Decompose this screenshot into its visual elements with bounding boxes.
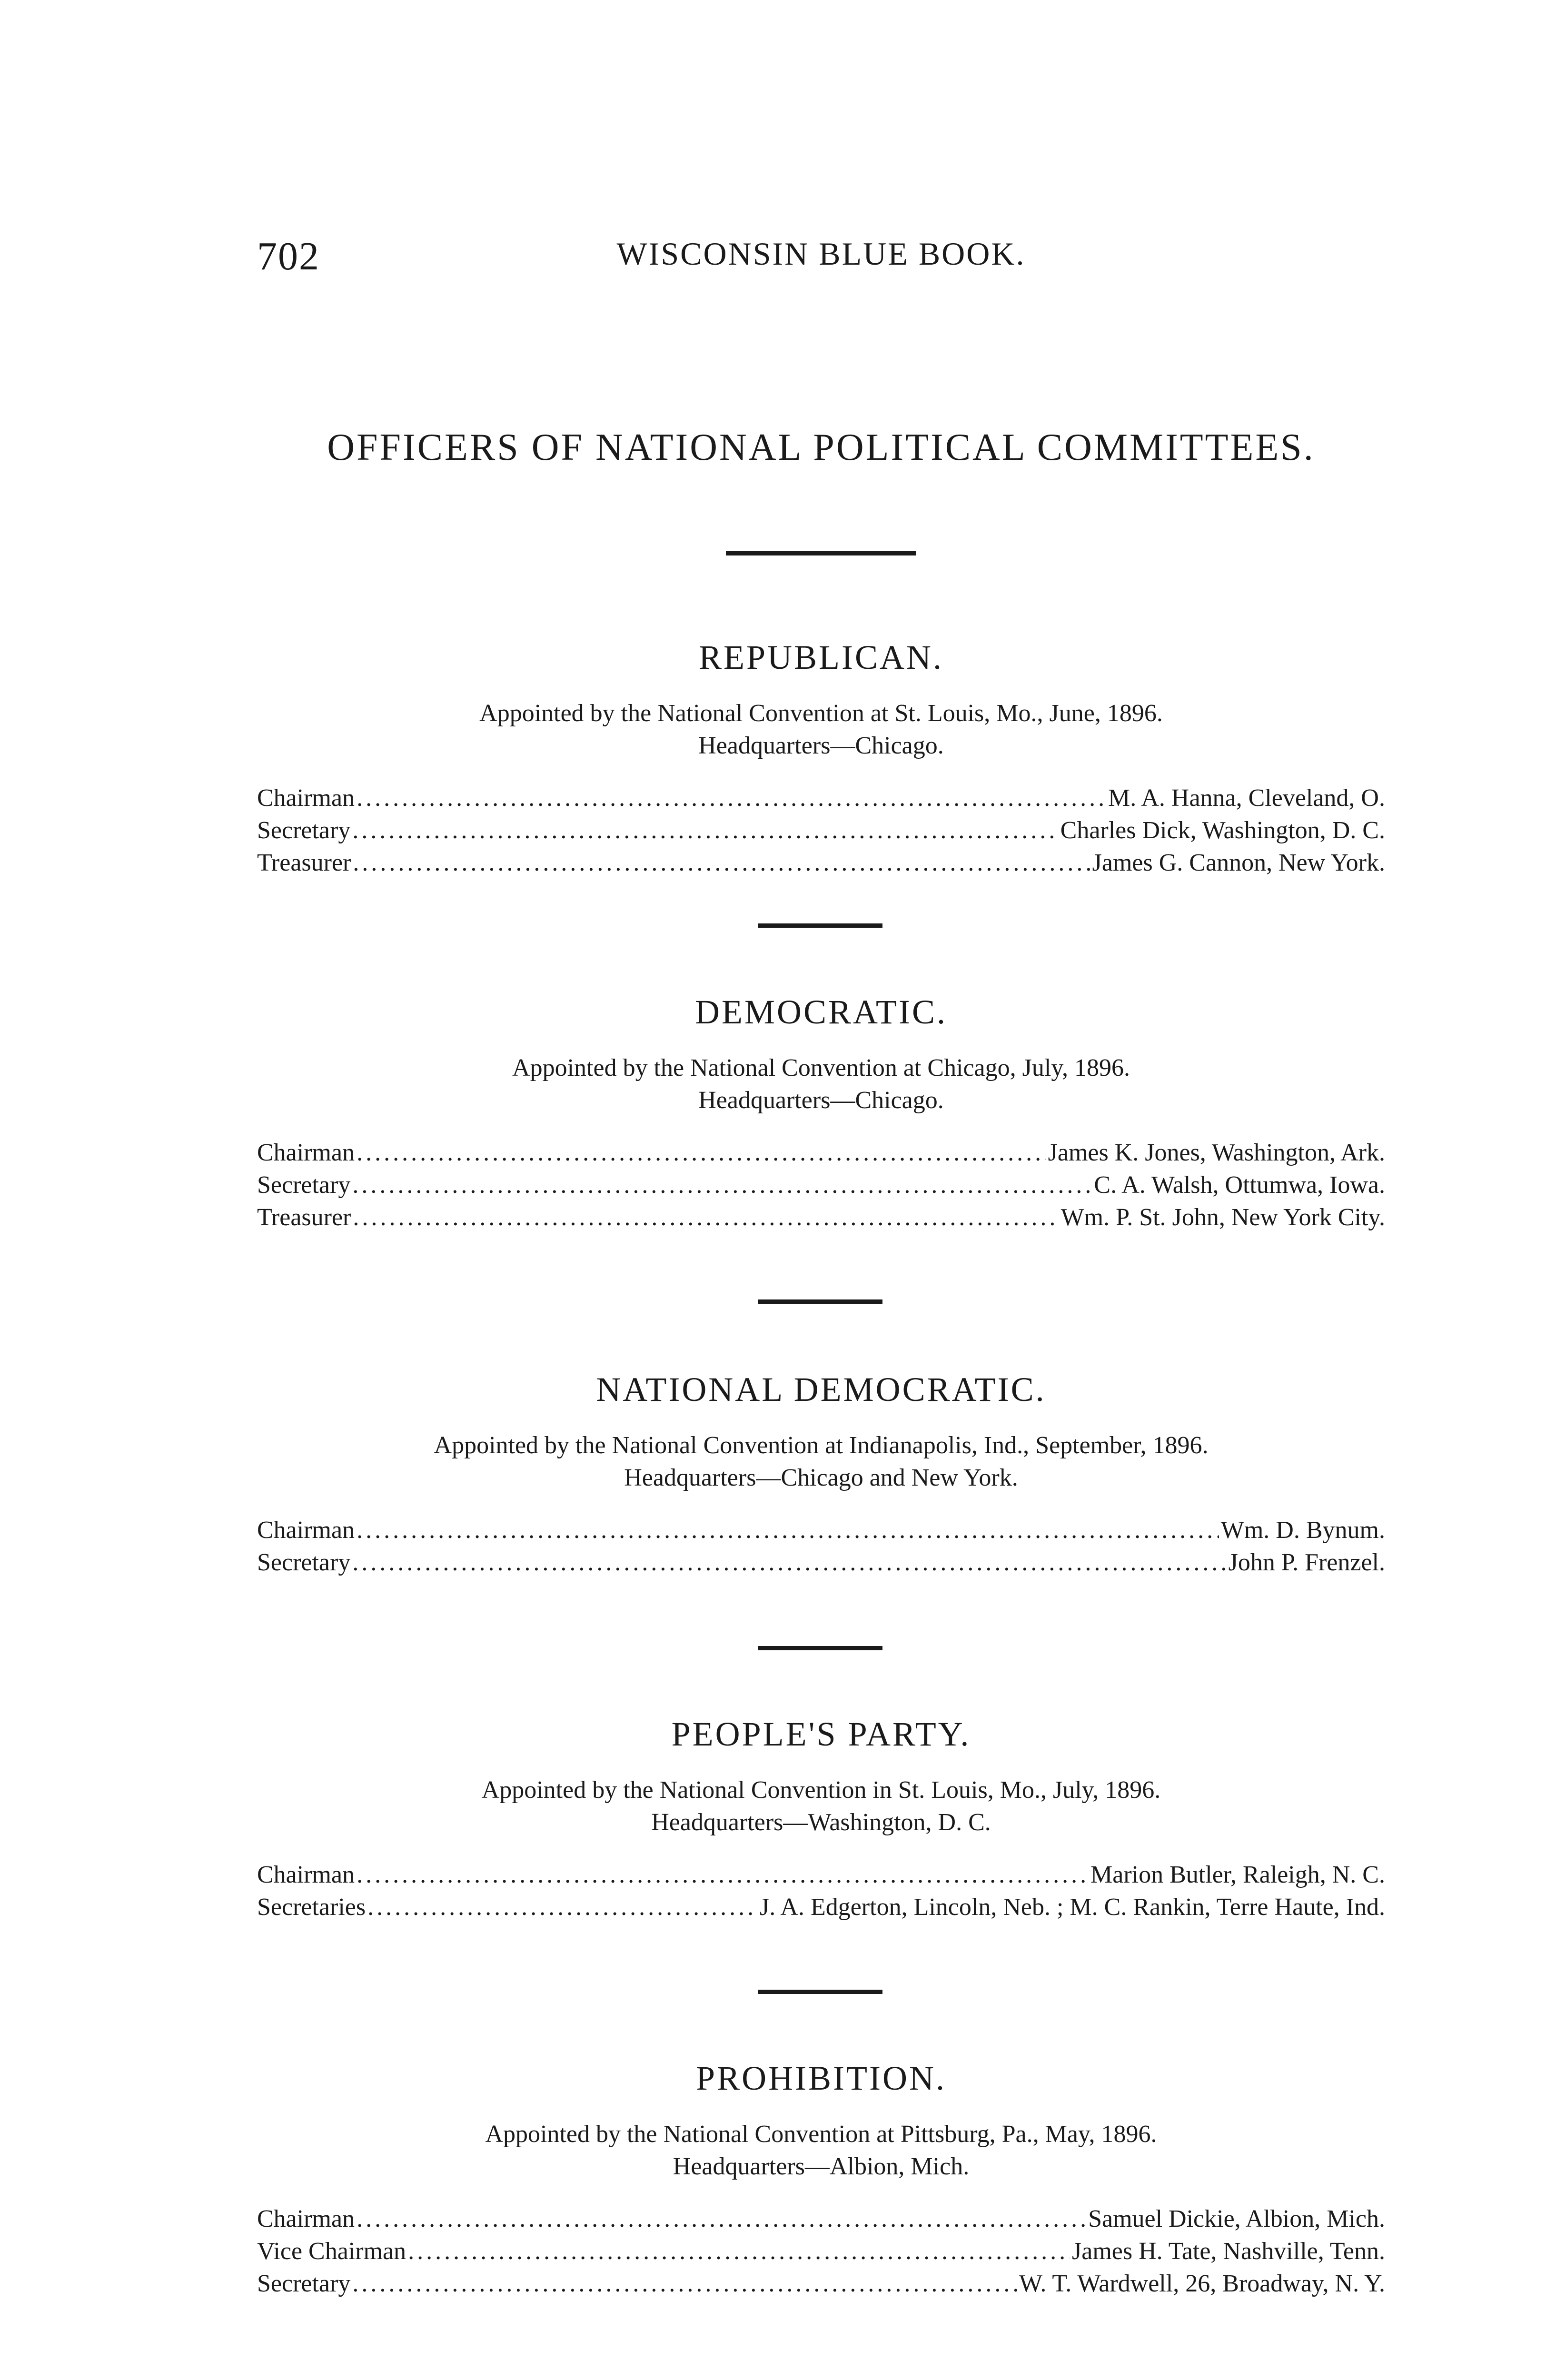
officer-name: W. T. Wardwell, 26, Broadway, N. Y.	[1019, 2270, 1385, 2297]
officer-name: Samuel Dickie, Albion, Mich.	[1088, 2205, 1385, 2232]
officer-name: James G. Cannon, New York.	[1092, 849, 1385, 876]
officer-list	[257, 2203, 1385, 2300]
officer-row	[257, 2268, 1385, 2300]
officer-row	[257, 1514, 1385, 1547]
officer-row	[257, 847, 1385, 879]
appointment-note: Appointed by the National Convention in St. Louis, Mo., July, 1896.	[481, 1776, 1161, 1804]
national-democratic-section	[257, 1370, 1385, 1579]
section-heading: NATIONAL DEMOCRATIC.	[596, 1370, 1046, 1408]
divider-rule	[758, 923, 882, 928]
headquarters-note: Headquarters—Albion, Mich.	[673, 2153, 970, 2180]
divider-rule	[758, 1299, 882, 1304]
officer-title: Chairman	[257, 1861, 355, 1888]
dot-leader	[352, 1547, 1226, 1579]
officer-name: Wm. D. Bynum.	[1220, 1517, 1385, 1544]
dot-leader	[367, 1891, 758, 1924]
officer-title: Vice Chairman	[257, 2238, 406, 2265]
appointment-note: Appointed by the National Convention at Chicago, July, 1896.	[512, 1054, 1130, 1081]
officer-title: Secretary	[257, 2270, 351, 2297]
page-number: 702	[257, 234, 320, 278]
running-title: WISCONSIN BLUE BOOK.	[616, 236, 1026, 272]
officer-row	[257, 782, 1385, 814]
dot-leader	[353, 847, 1090, 879]
officer-title: Treasurer	[257, 849, 351, 876]
officer-row	[257, 1201, 1385, 1234]
divider-rule	[726, 551, 916, 555]
officer-row	[257, 1137, 1385, 1169]
section-heading: DEMOCRATIC.	[694, 993, 948, 1031]
peoples-party-section	[257, 1715, 1385, 1924]
section-heading: REPUBLICAN.	[698, 638, 944, 676]
officer-list	[257, 1859, 1385, 1924]
officer-title: Chairman	[257, 784, 355, 812]
officer-name: Charles Dick, Washington, D. C.	[1060, 817, 1385, 844]
officer-name: M. A. Hanna, Cleveland, O.	[1108, 784, 1385, 812]
officer-list	[257, 1137, 1385, 1234]
section-heading: PROHIBITION.	[696, 2059, 946, 2097]
republican-section	[257, 638, 1385, 879]
officer-name: J. A. Edgerton, Lincoln, Neb. ; M. C. Rankin, Terre Haute, Ind.	[760, 1894, 1385, 1921]
officer-row	[257, 1859, 1385, 1891]
headquarters-note: Headquarters—Chicago and New York.	[624, 1464, 1018, 1491]
officer-row	[257, 1891, 1385, 1924]
dot-leader	[357, 2203, 1086, 2235]
page-title: OFFICERS OF NATIONAL POLITICAL COMMITTEES.	[327, 426, 1315, 468]
appointment-note: Appointed by the National Convention at St. Louis, Mo., June, 1896.	[479, 700, 1163, 727]
headquarters-note: Headquarters—Chicago.	[698, 1087, 944, 1114]
running-head	[257, 233, 1385, 286]
officer-row	[257, 814, 1385, 847]
officer-title: Secretaries	[257, 1894, 366, 1921]
officer-name: C. A. Walsh, Ottumwa, Iowa.	[1094, 1171, 1385, 1199]
dot-leader	[357, 1137, 1046, 1169]
officer-name: John P. Frenzel.	[1228, 1549, 1385, 1576]
appointment-note: Appointed by the National Convention at Indianapolis, Ind., September, 1896.	[434, 1432, 1209, 1459]
officer-row	[257, 1547, 1385, 1579]
officer-title: Chairman	[257, 1139, 355, 1166]
dot-leader	[353, 1201, 1059, 1234]
dot-leader	[357, 1859, 1089, 1891]
officer-title: Chairman	[257, 1517, 355, 1544]
officer-row	[257, 2203, 1385, 2235]
officer-name: Marion Butler, Raleigh, N. C.	[1090, 1861, 1385, 1888]
appointment-note: Appointed by the National Convention at Pittsburg, Pa., May, 1896.	[485, 2121, 1157, 2148]
section-heading: PEOPLE'S PARTY.	[671, 1715, 971, 1753]
dot-leader	[357, 1514, 1219, 1547]
dot-leader	[352, 814, 1058, 847]
dot-leader	[352, 2268, 1017, 2300]
headquarters-note: Headquarters—Chicago.	[698, 732, 944, 759]
dot-leader	[357, 782, 1106, 814]
officer-name: Wm. P. St. John, New York City.	[1060, 1204, 1385, 1231]
dot-leader	[352, 1169, 1092, 1201]
officer-row	[257, 1169, 1385, 1201]
officer-title: Secretary	[257, 817, 351, 844]
officer-title: Treasurer	[257, 1204, 351, 1231]
headquarters-note: Headquarters—Washington, D. C.	[651, 1809, 991, 1836]
officer-title: Secretary	[257, 1549, 351, 1576]
officer-list	[257, 782, 1385, 879]
officer-row	[257, 2235, 1385, 2268]
officer-title: Secretary	[257, 1171, 351, 1199]
officer-list	[257, 1514, 1385, 1579]
officer-title: Chairman	[257, 2205, 355, 2232]
prohibition-section	[257, 2059, 1385, 2300]
divider-rule	[758, 1646, 882, 1650]
officer-name: James K. Jones, Washington, Ark.	[1048, 1139, 1385, 1166]
democratic-section	[257, 992, 1385, 1234]
officer-name: James H. Tate, Nashville, Tenn.	[1072, 2238, 1385, 2265]
dot-leader	[408, 2235, 1070, 2268]
divider-rule	[758, 1990, 882, 1994]
